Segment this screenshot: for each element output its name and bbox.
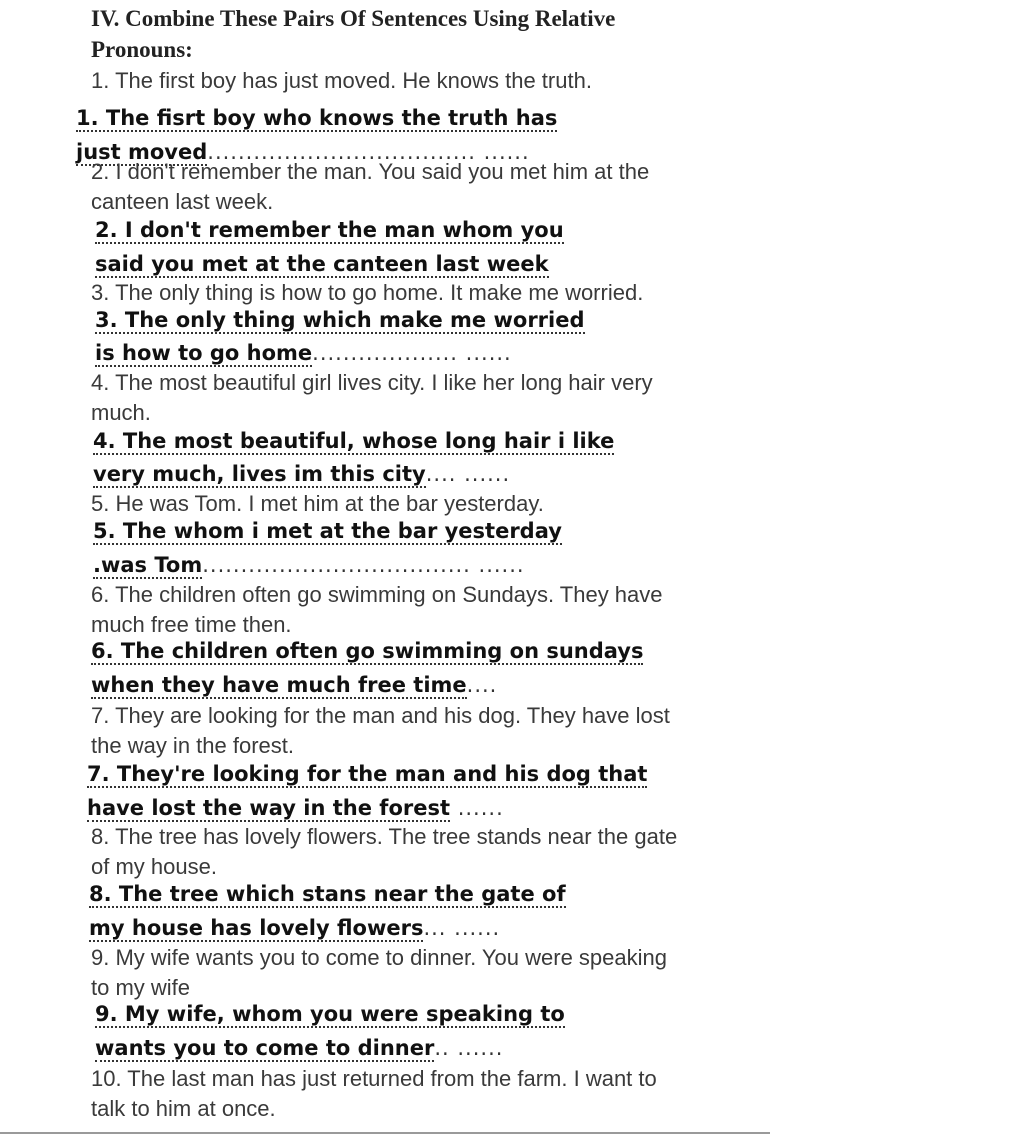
answer-3-line-1 xyxy=(95,303,585,337)
answer-8-line-2 xyxy=(89,911,500,945)
question-6-line-2: much free time then. xyxy=(91,612,292,637)
answer-1-text-1: 1. The fisrt boy who knows the truth has xyxy=(76,106,558,130)
answer-9-text-2: wants you to come to dinner xyxy=(95,1036,435,1060)
answer-2-text-1: 2. I don't remember the man whom you xyxy=(95,218,564,242)
answer-7-line-2 xyxy=(87,791,504,825)
answer-3-text-1: 3. The only thing which make me worried xyxy=(95,308,585,332)
answer-5-line-1 xyxy=(93,514,562,548)
answer-4-line-2 xyxy=(93,457,510,491)
question-10-line-1: 10. The last man has just returned from the farm. I want to xyxy=(91,1066,657,1091)
question-7-line-2: the way in the forest. xyxy=(91,733,294,758)
question-2-line-2: canteen last week. xyxy=(91,189,274,214)
answer-4-dots: .... ...... xyxy=(425,462,511,486)
answer-2-line-2 xyxy=(95,247,549,281)
answer-1-dots: ................................... ...... xyxy=(207,140,530,164)
answer-9-dots: .. ...... xyxy=(434,1036,504,1060)
answer-6-text-1: 6. The children often go swimming on sundays xyxy=(91,639,644,663)
answer-5-text-2: .was Tom xyxy=(93,553,203,577)
answer-7-text-1: 7. They're looking for the man and his dog that xyxy=(87,762,648,786)
answer-3-line-2 xyxy=(95,336,512,370)
answer-5-line-2 xyxy=(93,548,525,582)
answer-2-line-1 xyxy=(95,213,564,247)
question-5: 5. He was Tom. I met him at the bar yesterday. xyxy=(91,491,544,516)
answer-8-text-1: 8. The tree which stans near the gate of xyxy=(89,882,566,906)
answer-7-text-2: have lost the way in the forest xyxy=(87,796,451,820)
answer-2-text-2: said you met at the canteen last week xyxy=(95,252,549,276)
question-7-line-1: 7. They are looking for the man and his dog. They have lost xyxy=(91,703,670,728)
page-bottom-divider xyxy=(0,1132,770,1134)
answer-4-text-2: very much, lives im this city xyxy=(93,462,426,486)
question-6-line-1: 6. The children often go swimming on Sundays. They have xyxy=(91,582,663,607)
answer-8-dots: ... ...... xyxy=(423,916,501,940)
answer-6-dots: .... xyxy=(466,673,498,697)
question-9-line-2: to my wife xyxy=(91,975,191,1000)
answer-5-dots: ................................... ...... xyxy=(202,553,525,577)
question-8-line-2: of my house. xyxy=(91,854,217,879)
answer-9-line-2 xyxy=(95,1031,503,1065)
answer-9-text-1: 9. My wife, whom you were speaking to xyxy=(95,1002,565,1026)
answer-4-text-1: 4. The most beautiful, whose long hair i like xyxy=(93,429,615,453)
question-3: 3. The only thing is how to go home. It make me worried. xyxy=(91,280,644,305)
question-9-line-1: 9. My wife wants you to come to dinner. You were speaking xyxy=(91,945,667,970)
section-heading: IV. Combine These Pairs Of Sentences Using Relative xyxy=(91,6,616,31)
answer-6-line-2 xyxy=(91,668,497,702)
question-2-line-1: 2. I don't remember the man. You said you met him at the xyxy=(91,159,650,184)
answer-6-line-1 xyxy=(91,634,643,668)
question-4-line-1: 4. The most beautiful girl lives city. I like her long hair very xyxy=(91,370,653,395)
answer-8-text-2: my house has lovely flowers xyxy=(89,916,424,940)
question-10-line-2: talk to him at once. xyxy=(91,1096,276,1121)
answer-7-dots: ...... xyxy=(450,796,504,820)
answer-6-text-2: when they have much free time xyxy=(91,673,467,697)
answer-4-line-1 xyxy=(93,424,614,458)
section-heading-continued: Pronouns: xyxy=(91,37,193,62)
answer-8-line-1 xyxy=(89,877,566,911)
answer-3-text-2: is how to go home xyxy=(95,341,313,365)
answer-3-dots: ................... ...... xyxy=(312,341,512,365)
question-8-line-1: 8. The tree has lovely flowers. The tree stands near the gate xyxy=(91,824,678,849)
question-1: 1. The first boy has just moved. He knows the truth. xyxy=(91,68,592,93)
answer-7-line-1 xyxy=(87,757,647,791)
question-4-line-2: much. xyxy=(91,400,151,425)
answer-5-text-1: 5. The whom i met at the bar yesterday xyxy=(93,519,562,543)
answer-1-text-2: just moved xyxy=(76,140,208,164)
answer-1-line-1 xyxy=(76,101,557,135)
answer-9-line-1 xyxy=(95,997,565,1031)
